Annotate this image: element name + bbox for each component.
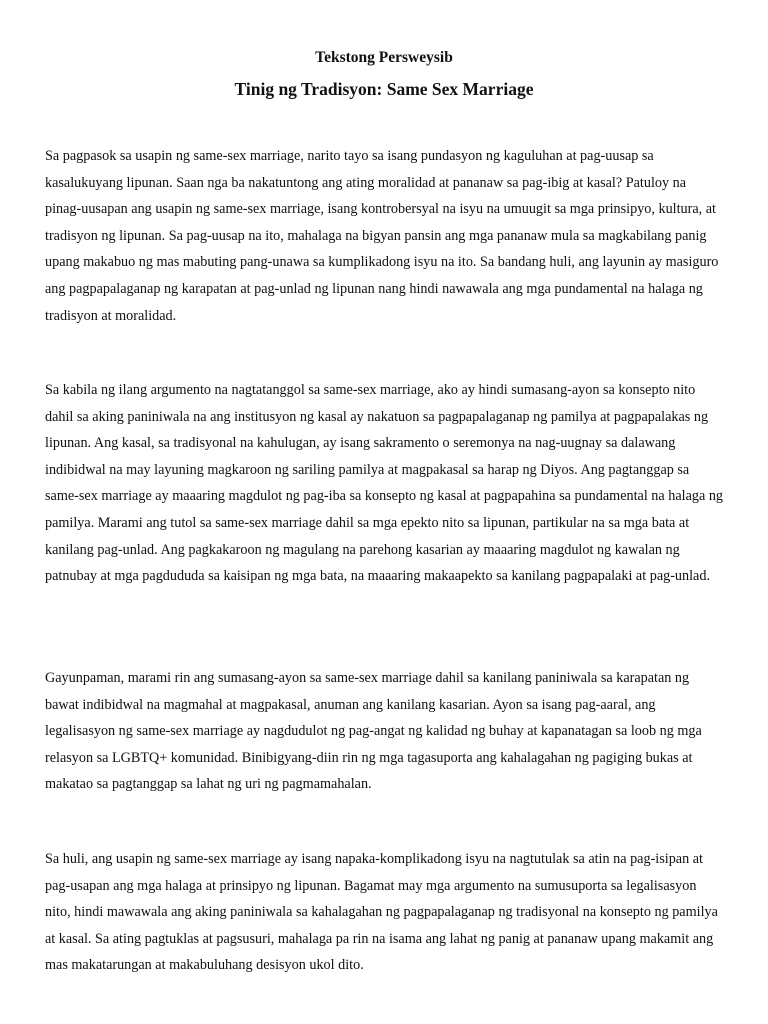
paragraph-introduction: Sa pagpasok sa usapin ng same-sex marriage, narito tayo sa isang pundasyon ng kaguluhan at pag-uusap sa kasalukuyang lipunan. Saan nga ba nakatuntong ang ating moralidad at pananaw sa pag-ibig at kasal? Patuloy na pinag-uusapan ang usapin ng same-sex marriage, isang kontrobersyal na isyu na umuugit sa mga prinsipyo, kultura, at tradisyon ng lipunan. Sa pag-uusap na ito, mahalaga na bigyan pansin ang mga pananaw mula sa magkabilang panig upang makabuo ng mas mabuting pang-unawa sa kumplikadong isyu na ito. Sa bandang huli, ang layunin ay masiguro ang pagpapalaganap ng karapatan at pag-unlad ng lipunan nang hindi nawawala ang mga pundamental na halaga ng tradisyon at moralidad. xyxy=(45,148,719,324)
document-label: Tekstong Persweysib xyxy=(315,49,453,66)
document-title: Tinig ng Tradisyon: Same Sex Marriage xyxy=(234,79,534,99)
paragraph-argument-against: Sa kabila ng ilang argumento na nagtatanggol sa same-sex marriage, ako ay hindi sumasang-ayon sa konsepto nito dahil sa aking paniniwala na ang institusyon ng kasal ay nakatuon sa pagpapalaganap ng pamilya at pagpapalakas ng lipunan. Ang kasal, sa tradisyonal na kahulugan, ay isang sakramento o seremonya na nag-uugnay sa dalawang indibidwal na may layuning magkaroon ng sariling pamilya at magpakasal sa harap ng Diyos. Ang pagtanggap sa same-sex marriage ay maaaring magdulot ng pag-iba sa konsepto ng kasal at pagpapahina sa pundamental na halaga ng pamilya. Marami ang tutol sa same-sex marriage dahil sa mga epekto nito sa lipunan, partikular na sa mga bata at kanilang pag-unlad. Ang pagkakaroon ng magulang na parehong kasarian ay maaaring magdulot ng kawalan ng patnubay at mga pagdududa sa kaisipan ng mga bata, na maaaring makaapekto sa kanilang pagpapalaki at pag-unlad. xyxy=(45,382,724,585)
paragraph-conclusion: Sa huli, ang usapin ng same-sex marriage ay isang napaka-komplikadong isyu na nagtutulak sa atin na pag-isipan at pag-usapan ang mga halaga at prinsipyo ng lipunan. Bagamat may mga argumento na sumusuporta sa legalisasyon nito, hindi mawawala ang aking paniniwala sa kahalagahan ng pagpapalaganap ng tradisyonal na konsepto ng pamilya at kasal. Sa ating pagtuklas at pagsusuri, mahalaga pa rin na isama ang lahat ng panig at pananaw upang makamit ang mas makatarungan at makabuluhang desisyon ukol dito. xyxy=(45,851,718,974)
paragraph-counterargument: Gayunpaman, marami rin ang sumasang-ayon sa same-sex marriage dahil sa kanilang paniniwala sa karapatan ng bawat indibidwal na magmahal at magpakasal, anuman ang kanilang kasarian. Ayon sa isang pag-aaral, ang legalisasyon ng same-sex marriage ay nagdudulot ng pag-angat ng kalidad ng buhay at kapanatagan sa loob ng mga relasyon sa LGBTQ+ komunidad. Binibigyang-diin rin ng mga tagasuporta ang kahalagahan ng pagiging bukas at makatao sa pagtanggap sa lahat ng uri ng pagmamahalan. xyxy=(45,670,702,793)
